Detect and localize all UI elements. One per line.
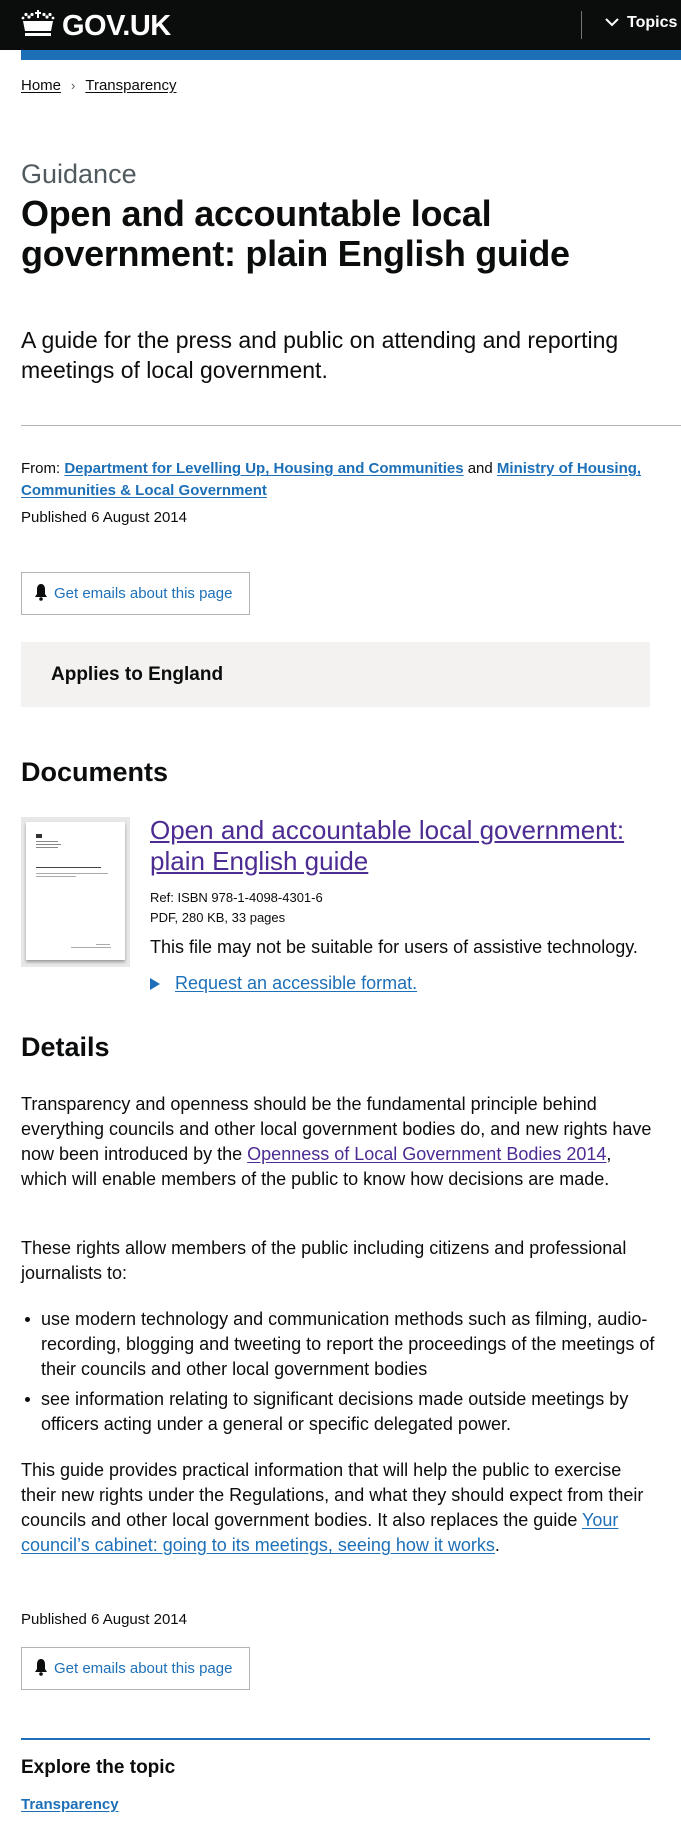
p3-text: This guide provides practical information that will help the public to exercise their new rights under the Regulations, and what they should expect from their councils and other local government bodies. It also replaces the guide <box>21 1460 644 1530</box>
header-divider <box>581 11 582 39</box>
org-link-mhclg[interactable]: Ministry of Housing, Communities & Local Government <box>21 460 642 499</box>
details-paragraph-1 <box>21 1092 661 1192</box>
get-emails-label: Get emails about this page <box>54 1660 233 1677</box>
request-accessible-format[interactable] <box>150 973 417 994</box>
topics-label: Topics <box>627 14 678 31</box>
get-emails-button[interactable] <box>21 572 250 615</box>
topics-menu-button[interactable] <box>605 14 677 32</box>
site-header <box>0 0 681 50</box>
page-caption: Guidance <box>21 159 137 189</box>
breadcrumb-home[interactable]: Home <box>21 77 62 94</box>
page-lead: A guide for the press and public on attending and reporting meetings of local government. <box>21 327 619 383</box>
chevron-down-icon <box>605 14 627 32</box>
bell-icon <box>34 583 54 605</box>
org-link-dluhc[interactable]: Department for Levelling Up, Housing and Communities <box>64 460 464 477</box>
published-value: 6 August 2014 <box>91 509 187 526</box>
list-item: use modern technology and communication methods such as filming, audio-recording, blogging and tweeting to report the proceedings of the meetings of their councils and other local government bodies <box>21 1307 661 1382</box>
document-ref: Ref: ISBN 978-1-4098-4301-6 <box>150 890 323 905</box>
chevron-right-icon: › <box>71 78 76 93</box>
rights-list <box>21 1307 661 1442</box>
page-title: Open and accountable local government: plain English guide <box>21 193 570 274</box>
get-emails-label: Get emails about this page <box>54 585 233 602</box>
from-label: From: <box>21 460 61 477</box>
published-label: Published <box>21 509 87 526</box>
published-date <box>21 509 187 526</box>
document-thumbnail[interactable] <box>21 817 130 967</box>
and-text: and <box>467 460 493 477</box>
council-cabinet-guide-link[interactable]: Your council’s cabinet: going to its meetings, seeing how it works <box>21 1510 619 1555</box>
p1-text-after: , which will enable members of the public to know how decisions are made. <box>21 1144 612 1189</box>
thumb-crest <box>36 834 42 838</box>
accessibility-note: This file may not be suitable for users of assistive technology. <box>150 937 638 957</box>
metadata-from <box>21 458 661 502</box>
details-paragraph-2: These rights allow members of the public including citizens and professional journalists to: <box>21 1238 627 1283</box>
applies-to-box <box>21 642 650 707</box>
list-item: see information relating to significant decisions made outside meetings by officers acting under a general or specific delegated power. <box>21 1387 661 1437</box>
p1-text: Transparency and openness should be the fundamental principle behind everything councils and other local government bodies do, and new rights have now been introduced by the <box>21 1094 652 1164</box>
thumb-line <box>36 841 58 842</box>
triangle-right-icon <box>150 978 160 990</box>
get-emails-button-bottom[interactable] <box>21 1647 250 1690</box>
explore-topic-transparency-link[interactable]: Transparency <box>21 1796 119 1813</box>
thumb-line <box>36 867 101 868</box>
published-date-bottom: Published 6 August 2014 <box>21 1611 187 1628</box>
document-file-details: PDF, 280 KB, 33 pages <box>150 910 286 925</box>
request-accessible-format-link[interactable]: Request an accessible format. <box>175 973 418 993</box>
thumb-line <box>36 844 61 845</box>
brand-bar <box>21 50 681 60</box>
thumb-line <box>36 873 108 874</box>
thumb-line <box>71 947 111 948</box>
explore-divider <box>21 1738 650 1740</box>
logo-text: GOV.UK <box>62 10 171 42</box>
crown-icon <box>20 9 56 44</box>
document-thumbnail-page <box>26 822 125 960</box>
breadcrumb <box>21 77 177 94</box>
thumb-line <box>36 876 76 877</box>
thumb-line <box>36 847 58 848</box>
openness-regulations-link[interactable]: Openness of Local Government Bodies 2014 <box>247 1144 607 1164</box>
breadcrumb-transparency[interactable]: Transparency <box>85 77 177 94</box>
document-metadata <box>150 888 323 928</box>
details-paragraph-3 <box>21 1458 661 1558</box>
govuk-home-link[interactable] <box>20 9 171 44</box>
p3-text-after: . <box>494 1535 500 1555</box>
thumb-line <box>96 944 110 945</box>
section-divider <box>21 425 681 426</box>
bell-icon <box>34 1658 54 1680</box>
details-heading: Details <box>21 1032 110 1062</box>
applies-to-label: Applies to England <box>51 664 224 685</box>
explore-heading: Explore the topic <box>21 1757 176 1778</box>
document-title-link[interactable]: Open and accountable local government: plain English guide <box>150 815 625 876</box>
documents-heading: Documents <box>21 757 169 787</box>
